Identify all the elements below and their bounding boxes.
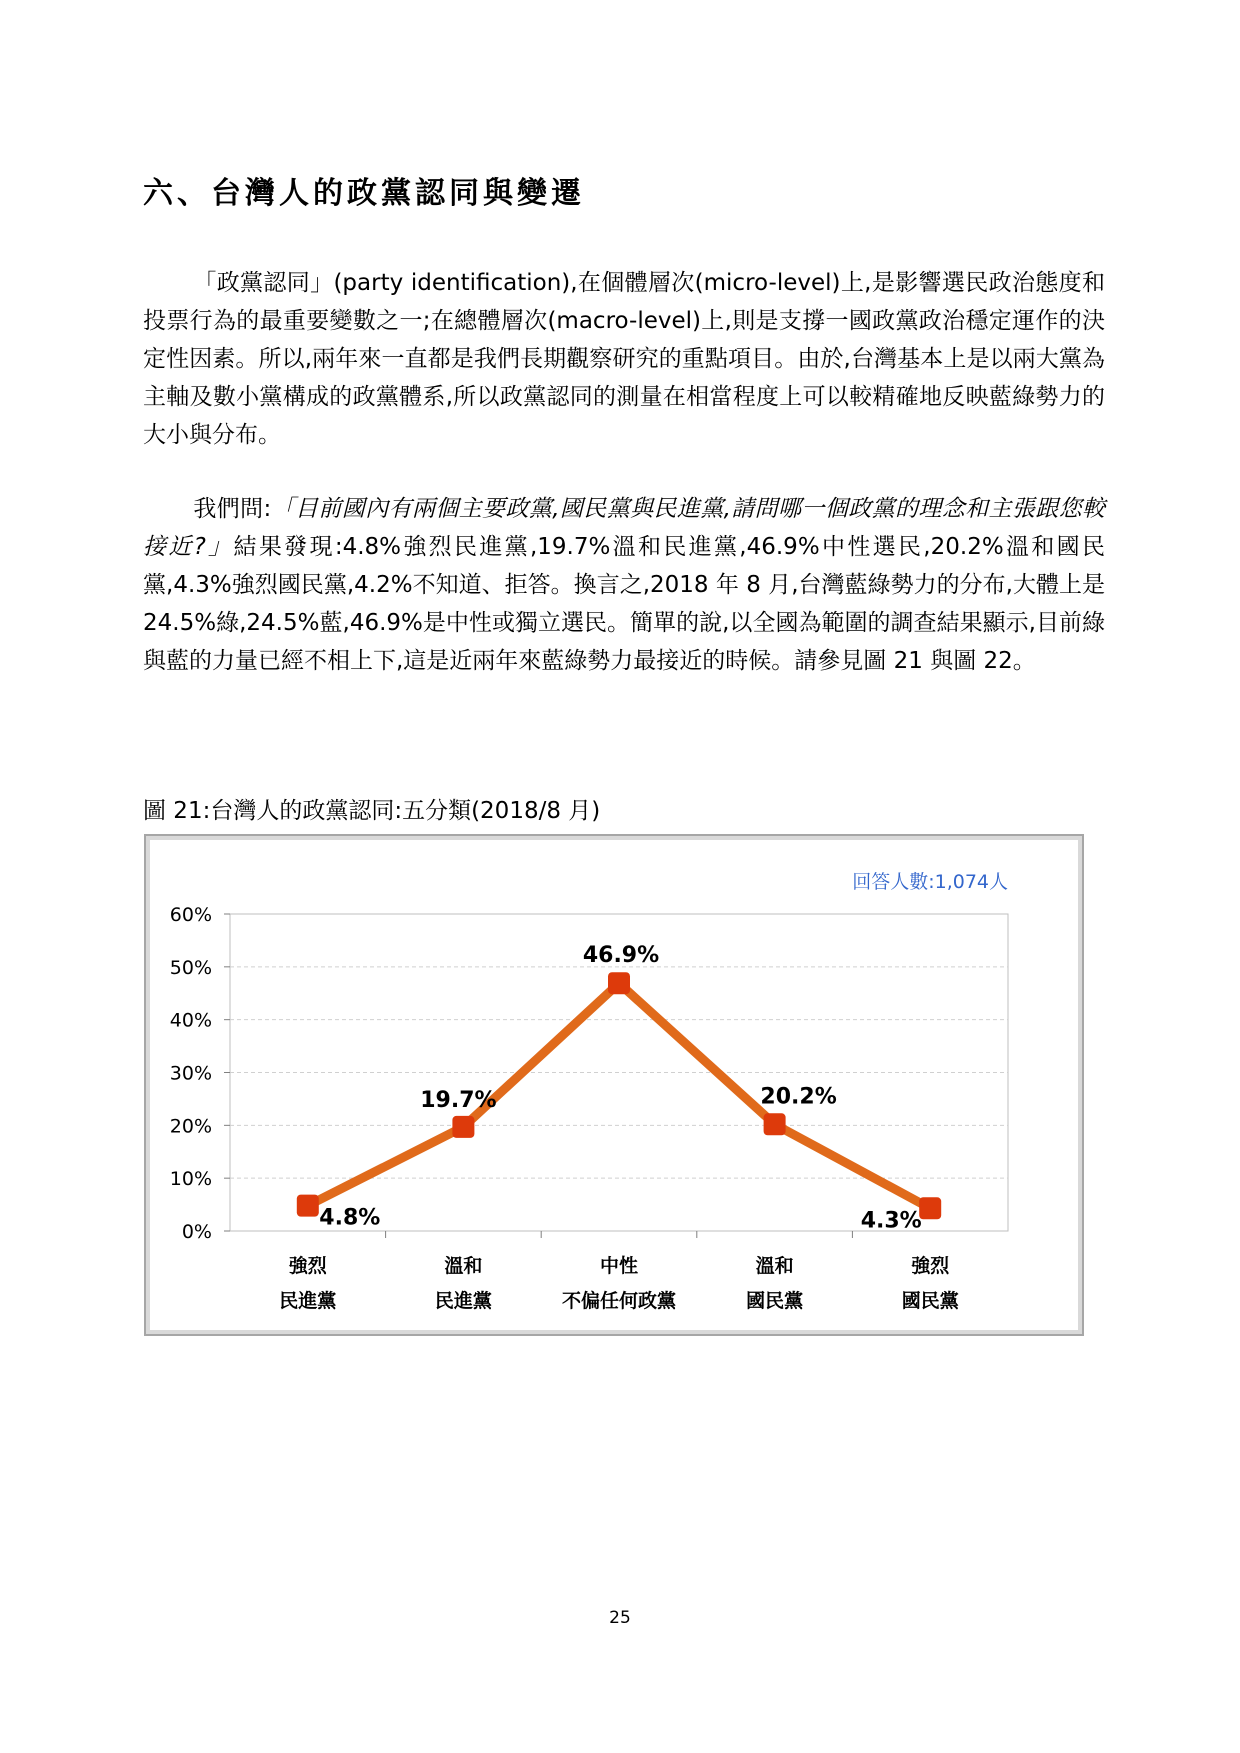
y-tick-label: 60% bbox=[169, 904, 212, 926]
page-number: 25 bbox=[609, 1608, 631, 1628]
data-point-marker bbox=[919, 1197, 941, 1219]
section-title: 六、台灣人的政黨認同與變遷 bbox=[143, 176, 585, 211]
data-point-marker bbox=[452, 1116, 474, 1138]
x-category-label: 不偏任何政黨 bbox=[561, 1290, 677, 1312]
figure-caption: 圖 21:台灣人的政黨認同:五分類(2018/8 月) bbox=[143, 798, 601, 824]
x-category-label: 強烈 bbox=[288, 1255, 327, 1277]
x-category-label: 國民黨 bbox=[746, 1290, 804, 1312]
paragraph-1-text: 「政黨認同」(party identification),在個體層次(micro-level)上,是影響選民政治態度和投票行為的最重要變數之一;在總體層次(macro-level)上,則是支撐一國政黨政治穩定運作的決定性因素。所以,兩年來一直都是我們長期觀察研究的重點項目。由於,台灣基本上是以兩大黨為主軸及數小黨構成的政黨體系,所以政黨認同的測量在相當程度上可以較精確地反映藍綠勢力的大小與分布。 bbox=[143, 270, 1105, 448]
data-label: 46.9% bbox=[582, 943, 660, 969]
data-label: 20.2% bbox=[760, 1084, 837, 1110]
y-tick-label: 10% bbox=[169, 1168, 212, 1191]
y-tick-label: 20% bbox=[169, 1115, 212, 1138]
y-tick-label: 30% bbox=[169, 1062, 212, 1085]
paragraph-2-text: 結果發現:4.8%強烈民進黨,19.7%溫和民進黨,46.9%中性選民,20.2%溫和國民黨,4.3%強烈國民黨,4.2%不知道、拒答。換言之,2018 年 8 月,台灣藍綠勢力的分布,大體上是 24.5%綠,24.5%藍,46.9%是中性或獨立選民。簡單的說,以全國為範圍的調查結果顯示,目前綠與藍的力量已經不相上下,這是近兩年來藍綠勢力最接近的時候。請參見圖 21 與圖 22。 bbox=[143, 534, 1105, 674]
paragraph-party-identification bbox=[143, 264, 1105, 454]
x-category-label: 溫和 bbox=[755, 1255, 794, 1277]
party-identification-line-chart bbox=[146, 836, 1082, 1334]
data-label: 19.7% bbox=[420, 1087, 497, 1113]
data-label: 4.3% bbox=[860, 1208, 922, 1234]
data-label: 4.8% bbox=[319, 1205, 381, 1231]
y-tick-label: 0% bbox=[181, 1221, 212, 1243]
x-category-label: 溫和 bbox=[444, 1255, 483, 1277]
chart-frame bbox=[144, 834, 1084, 1336]
x-category-label: 強烈 bbox=[911, 1255, 950, 1277]
x-category-label: 民進黨 bbox=[279, 1290, 337, 1312]
data-point-marker bbox=[764, 1113, 786, 1135]
respondents-note: 回答人數:1,074人 bbox=[852, 871, 1008, 893]
data-point-marker bbox=[297, 1195, 319, 1217]
x-category-label: 民進黨 bbox=[434, 1290, 492, 1312]
paragraph-survey-results bbox=[143, 490, 1105, 680]
paragraph-2-lead: 我們問: bbox=[193, 496, 272, 522]
x-category-label: 國民黨 bbox=[901, 1290, 959, 1312]
x-category-label: 中性 bbox=[599, 1255, 639, 1277]
y-tick-label: 40% bbox=[169, 1009, 212, 1032]
survey-question: 「目前國內有兩個主要政黨,國民黨與民進黨,請問哪一個政黨的理念和主張跟您較接近?」 bbox=[143, 496, 1106, 560]
series-line bbox=[308, 983, 930, 1208]
y-tick-label: 50% bbox=[169, 956, 212, 979]
data-point-marker bbox=[608, 972, 630, 994]
